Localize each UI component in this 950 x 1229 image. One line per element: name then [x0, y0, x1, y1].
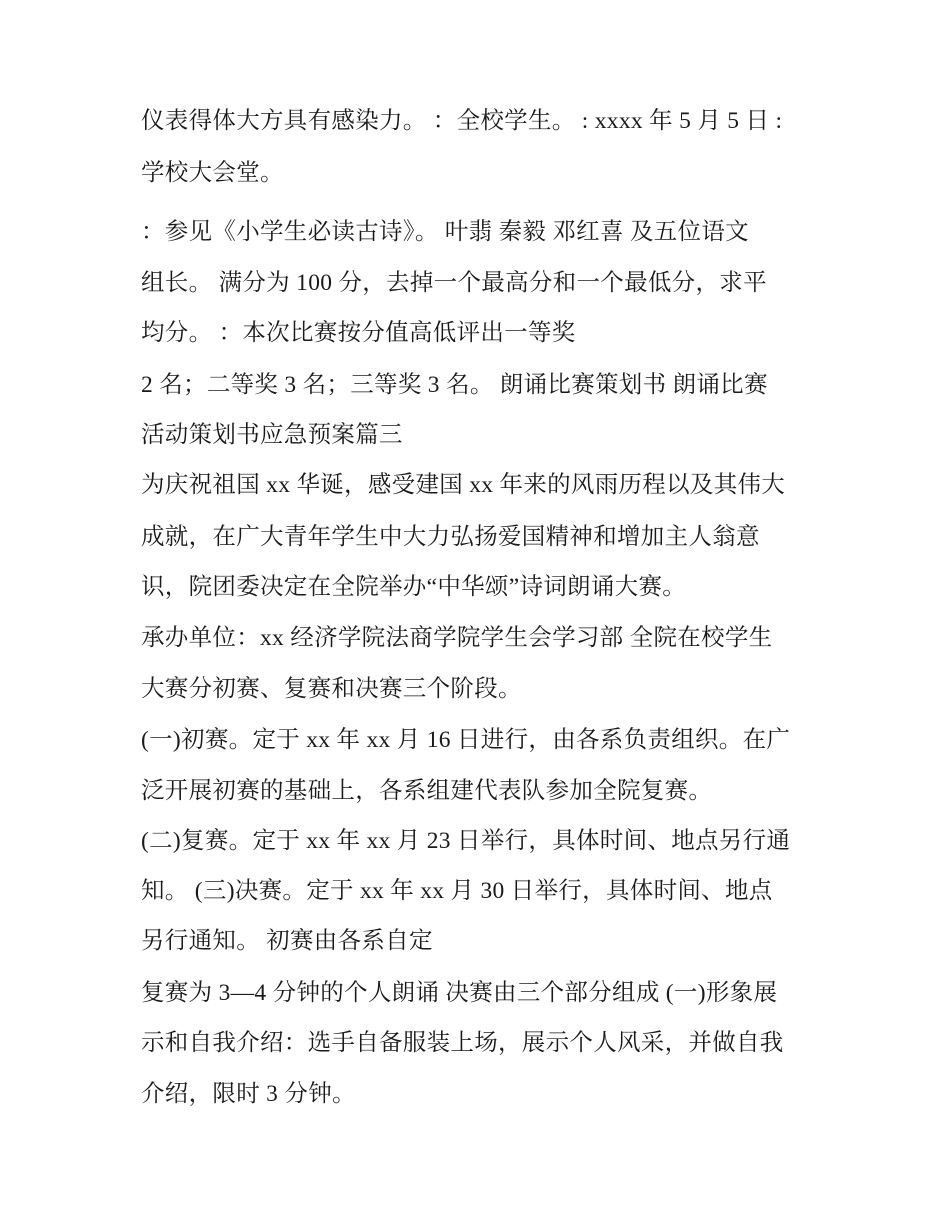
text-line-14: 泛开展初赛的基础上，各系组建代表队参加全院复赛。	[141, 778, 713, 804]
text-line-11: 承办单位：xx 经济学院法商学院学生会学习部 全院在校学生	[141, 625, 773, 651]
text-line-10: 识，院团委决定在全院举办“中华颂”诗词朗诵大赛。	[141, 574, 687, 600]
text-line-8: 为庆祝祖国 xx 华诞，感受建国 xx 年来的风雨历程以及其伟大	[141, 472, 786, 498]
text-line-18: 复赛为 3—4 分钟的个人朗诵 决赛由三个部分组成 (一)形象展	[141, 980, 778, 1006]
text-line-13: (一)初赛。定于 xx 年 xx 月 16 日进行，由各系负责组织。在广	[141, 727, 791, 753]
text-line-6: 2 名；二等奖 3 名；三等奖 3 名。 朗诵比赛策划书 朗诵比赛	[141, 372, 768, 398]
text-line-20: 介绍，限时 3 分钟。	[141, 1081, 356, 1107]
text-line-4: 组长。 满分为 100 分，去掉一个最高分和一个最低分，求平	[141, 270, 767, 296]
text-line-17: 另行通知。 初赛由各系自定	[141, 928, 433, 954]
text-line-15: (二)复赛。定于 xx 年 xx 月 23 日举行，具体时间、地点另行通	[141, 828, 791, 854]
text-line-16: 知。 (三)决赛。定于 xx 年 xx 月 30 日举行，具体时间、地点	[141, 878, 773, 904]
text-line-2: 学校大会堂。	[141, 160, 284, 186]
text-line-19: 示和自我介绍：选手自备服装上场，展示个人风采，并做自我	[141, 1030, 784, 1056]
text-line-9: 成就，在广大青年学生中大力弘扬爱国精神和增加主人翁意	[141, 524, 760, 550]
text-line-5: 均分。 ：本次比赛按分值高低评出一等奖	[141, 320, 576, 346]
text-line-3: ：参见《小学生必读古诗》。 叶翡 秦毅 邓红喜 及五位语文	[141, 219, 749, 245]
text-line-1: 仪表得体大方具有感染力。 ：全校学生。 : xxxx 年 5 月 5 日 :	[141, 108, 783, 134]
text-line-7: 活动策划书应急预案篇三	[141, 422, 403, 448]
text-line-12: 大赛分初赛、复赛和决赛三个阶段。	[141, 676, 522, 702]
